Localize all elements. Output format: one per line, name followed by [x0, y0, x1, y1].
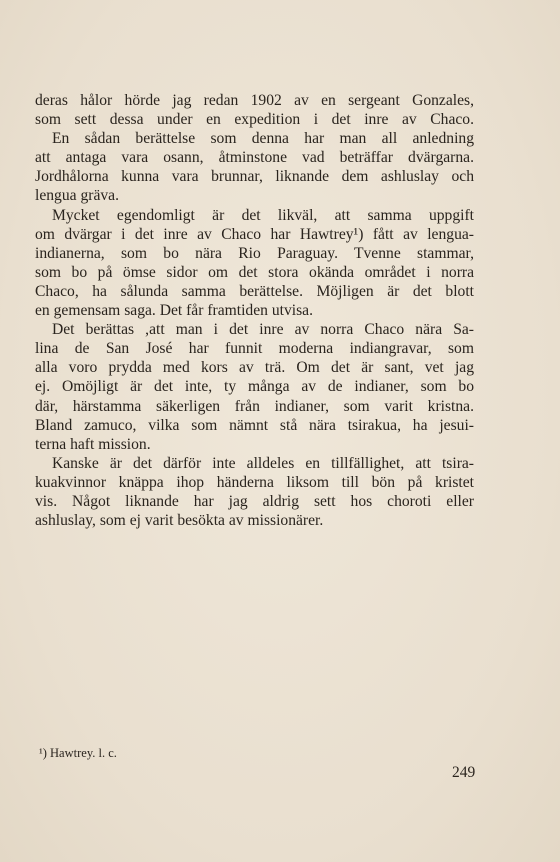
text-line: Bland zamuco, vilka som nämnt stå nära tsirakua, ha jesui-	[35, 416, 474, 434]
text-line: ashluslay, som ej varit besökta av missionärer.	[35, 512, 324, 530]
text-line: som bo på ömse sidor om det stora okända området i norra	[35, 263, 474, 281]
text-line: alla voro prydda med kors av trä. Om det är sant, vet jag	[35, 359, 474, 377]
page-number: 249	[452, 764, 476, 781]
footnote: ¹) Hawtrey. l. c.	[39, 746, 117, 760]
text-line: vis. Något liknande har jag aldrig sett hos choroti eller	[35, 492, 474, 510]
body-text	[35, 91, 474, 530]
text-line: en gemensam saga. Det får framtiden utvisa.	[35, 302, 313, 320]
text-line: deras hålor hörde jag redan 1902 av en sergeant Gonzales,	[35, 92, 474, 109]
text-line: En sådan berättelse som denna har man all anledning	[52, 130, 474, 148]
text-line: där, härstamma säkerligen från indianer, som varit kristna.	[35, 397, 474, 415]
text-line: Mycket egendomligt är det likväl, att samma uppgift	[52, 206, 474, 224]
text-line: Det berättas ,att man i det inre av norra Chaco nära Sa-	[52, 321, 474, 339]
text-line: om dvärgar i det inre av Chaco har Hawtrey¹) fått av lengua-	[35, 225, 474, 243]
text-line: Kanske är det därför inte alldeles en tillfällighet, att tsira-	[52, 454, 474, 472]
text-line: ej. Omöjligt är det inte, ty många av de indianer, som bo	[35, 378, 474, 396]
text-line: lina de San José har funnit moderna indiangravar, som	[35, 340, 474, 358]
text-line: Jordhålorna kunna vara brunnar, liknande dem ashluslay och	[35, 168, 474, 186]
text-line: terna haft mission.	[35, 435, 151, 453]
text-line: indianerna, som bo nära Rio Paraguay. Tvenne stammar,	[35, 244, 474, 262]
text-line: kuakvinnor knäppa ihop händerna liksom till bön på kristet	[35, 473, 474, 491]
text-line: lengua gräva.	[35, 187, 119, 205]
text-line: som sett dessa under en expedition i det inre av Chaco.	[35, 111, 474, 129]
text-line: Chaco, ha sålunda samma berättelse. Möjligen är det blott	[35, 282, 474, 300]
text-line: att antaga vara osann, åtminstone vad beträffar dvärgarna.	[35, 149, 474, 167]
